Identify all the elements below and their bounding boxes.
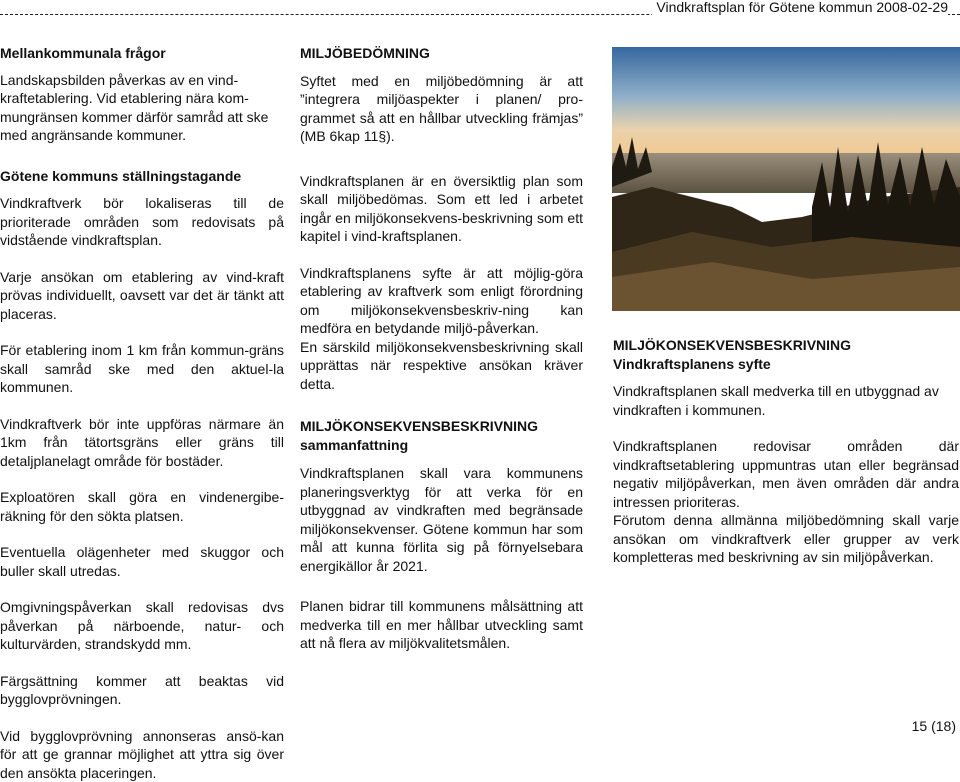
- paragraph: Vid bygglovprövning annonseras ansö-kan för att ge grannar möjlighet att yttra sig över den ansökta placeringen.: [0, 727, 284, 782]
- paragraph: Förutom denna allmänna miljöbedömning skall varje ansökan om vindkraftverk eller grupper av verk kompletteras med beskrivning av sin miljöpåverkan.: [613, 511, 959, 567]
- column-right: [613, 336, 959, 567]
- paragraph: En särskild miljökonsekvensbeskrivning skall upprättas när respektive ansökan kräver detta.: [300, 338, 583, 394]
- paragraph: Vindkraftverk bör lokaliseras till de prioriterade områden som redovisats på vidstående vindkraftsplan.: [0, 194, 284, 250]
- heading-miljobedomning: MILJÖBEDÖMNING: [300, 44, 583, 63]
- heading-syfte: Vindkraftsplanens syfte: [613, 355, 959, 374]
- paragraph: Vindkraftsplanen skall vara kommunens planeringsverktyg för att verka för en utbyggnad av vindkraften med begränsade miljökonsekvenser. Götene kommun har som mål att kunna förlita sig på förnyelsebara energikällor år 2021.: [300, 464, 583, 575]
- paragraph: Vindkraftsplanen skall medverka till en utbyggnad av vindkraften i kommunen.: [613, 382, 959, 419]
- paragraph: Vindkraftsplanen redovisar områden där vindkraftsetablering uppmuntras utan eller begränsad negativ miljöpåverkan, men även områden där andra intressen prioriteras.: [613, 437, 959, 511]
- paragraph: Färgsättning kommer att beaktas vid bygglovprövningen.: [0, 672, 284, 709]
- paragraph: Landskapsbilden påverkas av en vind-kraftetablering. Vid etablering nära kom-mungränsen kommer därför samråd att ske med angränsande kommuner.: [0, 71, 284, 145]
- heading-mkb: MILJÖKONSEKVENSBESKRIVNING: [613, 336, 959, 355]
- paragraph: Vindkraftsplanen är en översiktlig plan som skall miljöbedömas. Som ett led i arbetet ingår en miljökonsekvens-beskrivning som ett kapitel i vind-kraftsplanen.: [300, 172, 583, 246]
- landscape-photo: [612, 47, 960, 311]
- paragraph: För etablering inom 1 km från kommun-gräns skall samråd ske med den aktuel-la kommunen.: [0, 341, 284, 397]
- heading-stallningstagande: Götene kommuns ställningstagande: [0, 167, 284, 186]
- column-left: [0, 44, 284, 782]
- heading-mkb-sammanfattning: MILJÖKONSEKVENSBESKRIVNING sammanfattning: [300, 417, 583, 454]
- column-middle: [300, 44, 583, 653]
- paragraph: Varje ansökan om etablering av vind-kraft prövas individuellt, oavsett var det är tänkt att placeras.: [0, 268, 284, 324]
- page-number: 15 (18): [912, 718, 956, 734]
- paragraph: Syftet med en miljöbedömning är att ”integrera miljöaspekter i planen/ pro-grammet så att en hållbar utveckling främjas” (MB 6kap 11§).: [300, 72, 583, 146]
- paragraph: Planen bidrar till kommunens målsättning att medverka till en mer hållbar utveckling samt att nå flera av miljökvalitetsmålen.: [300, 597, 583, 653]
- paragraph: Eventuella olägenheter med skuggor och buller skall utredas.: [0, 543, 284, 580]
- paragraph: Vindkraftverk bör inte uppföras närmare än 1km från tätortsgräns eller gräns till detaljplanelagt område för bostäder.: [0, 415, 284, 471]
- paragraph: Exploatören skall göra en vindenergibe-räkning för den sökta platsen.: [0, 488, 284, 525]
- header-title: Vindkraftsplan för Götene kommun 2008-02-29: [652, 0, 948, 15]
- paragraph: Omgivningspåverkan skall redovisas dvs påverkan på närboende, natur- och kulturvärden, strandskydd mm.: [0, 598, 284, 654]
- paragraph: Vindkraftsplanens syfte är att möjlig-göra etablering av kraftverk som enligt förordning om miljökonsekvensbeskriv-ning kan medföra en betydande miljö-påverkan.: [300, 264, 583, 338]
- page-header: [0, 0, 960, 22]
- landscape-photo-svg: [612, 47, 960, 311]
- heading-mellankommunala: Mellankommunala frågor: [0, 44, 284, 63]
